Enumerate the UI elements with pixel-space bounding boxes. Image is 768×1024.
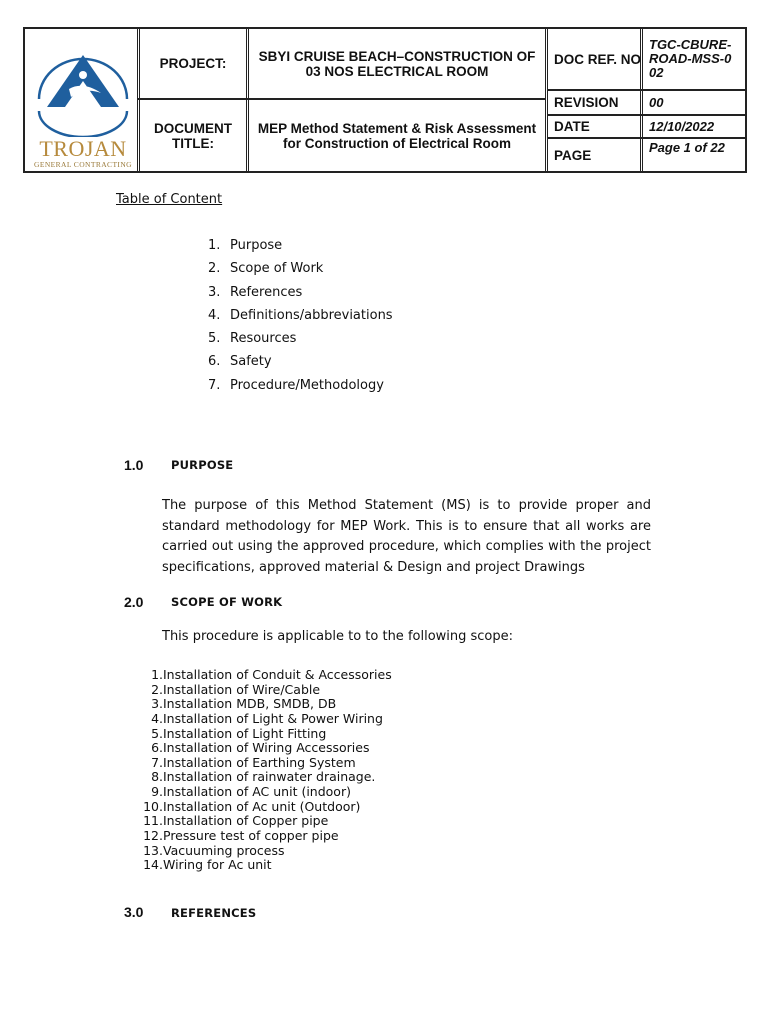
list-item-label: Installation of Conduit & Accessories — [163, 667, 392, 682]
toc-item — [208, 238, 393, 261]
scope-list — [137, 668, 392, 873]
list-item-number: 7. — [151, 754, 163, 770]
list-item — [137, 741, 392, 756]
list-item-label: Installation of Light Fitting — [163, 725, 327, 741]
list-item-number: 11. — [143, 813, 163, 829]
project-value: SBYI CRUISE BEACH–CONSTRUCTION OF 03 NOS ELECTRICAL ROOM — [258, 48, 536, 79]
list-item — [137, 829, 392, 844]
section-number: 1.0 — [124, 457, 144, 473]
section-title-purpose: PURPOSE — [171, 458, 234, 472]
toc-item-number: 2. — [208, 261, 221, 277]
list-item — [137, 858, 392, 873]
list-item — [137, 683, 392, 698]
list-item-number: 6. — [151, 740, 163, 756]
toc-item-number: 7. — [208, 377, 221, 393]
company-name: TROJAN — [39, 136, 127, 161]
toc-item — [208, 354, 393, 377]
toc-item-number: 5. — [208, 331, 221, 347]
doc-ref-label: DOC REF. NO — [554, 51, 642, 67]
toc-item-number: 6. — [208, 354, 221, 370]
toc-title: Table of Content — [116, 192, 223, 207]
project-label: PROJECT: — [159, 56, 227, 71]
toc-list — [208, 238, 393, 401]
list-item-number: 2. — [151, 681, 163, 697]
list-item-label: Installation of rainwater drainage. — [163, 769, 376, 785]
list-item-number: 8. — [151, 769, 163, 785]
toc-item-label: Safety — [230, 354, 272, 370]
scope-intro: This procedure is applicable to to the following scope: — [162, 629, 514, 644]
toc-item-label: References — [230, 284, 303, 300]
toc-item — [208, 308, 393, 331]
toc-item-number: 4. — [208, 307, 221, 323]
list-item — [137, 800, 392, 815]
toc-item-label: Scope of Work — [230, 261, 324, 277]
list-item-number: 12. — [143, 828, 163, 844]
list-item — [137, 844, 392, 859]
list-item-number: 1. — [151, 667, 163, 682]
list-item-label: Wiring for Ac unit — [163, 857, 272, 873]
list-item — [137, 756, 392, 771]
purpose-paragraph: The purpose of this Method Statement (MS) is to provide proper and standard methodology for MEP Work. This is to ensure that all works are carried out using the approved procedure, which complies with the project specifications, approved material & Design and project Drawings — [162, 498, 651, 575]
list-item — [137, 712, 392, 727]
toc-item-label: Procedure/Methodology — [230, 377, 384, 393]
revision-label: REVISION — [554, 95, 619, 110]
list-item-number: 3. — [151, 696, 163, 712]
toc-item-number: 3. — [208, 284, 221, 300]
list-item-number: 14. — [143, 857, 163, 873]
date-label: DATE — [554, 119, 590, 134]
list-item — [137, 770, 392, 785]
list-item — [137, 727, 392, 742]
list-item-number: 10. — [143, 798, 163, 814]
list-item — [137, 668, 392, 683]
document-title-label: DOCUMENT TITLE: — [154, 120, 232, 151]
list-item — [137, 697, 392, 712]
list-item-number: 5. — [151, 725, 163, 741]
list-item-number: 9. — [151, 784, 163, 800]
toc-item-label: Purpose — [230, 238, 283, 253]
list-item-label: Installation of Copper pipe — [163, 813, 329, 829]
list-item-label: Vacuuming process — [163, 842, 285, 858]
list-item — [137, 785, 392, 800]
toc-item-label: Resources — [230, 331, 297, 347]
company-logo — [29, 47, 137, 169]
section-number: 3.0 — [124, 904, 144, 920]
document-title-value: MEP Method Statement & Risk Assessment for Construction of Electrical Room — [257, 120, 537, 151]
toc-item-label: Definitions/abbreviations — [230, 307, 393, 323]
list-item-label: Installation of Ac unit (Outdoor) — [163, 798, 361, 814]
toc-item-number: 1. — [208, 238, 221, 253]
section-number: 2.0 — [124, 594, 144, 610]
list-item-number: 13. — [143, 842, 163, 858]
list-item-label: Installation MDB, SMDB, DB — [163, 696, 337, 712]
list-item-label: Installation of Earthing System — [163, 754, 356, 770]
document-header-table — [23, 27, 747, 173]
toc-item — [208, 378, 393, 401]
page-value: Page 1 of 22 — [649, 140, 725, 155]
list-item-label: Pressure test of copper pipe — [163, 828, 339, 844]
page-label: PAGE — [554, 147, 592, 163]
list-item — [137, 814, 392, 829]
list-item-label: Installation of Wiring Accessories — [163, 740, 370, 756]
revision-value: 00 — [649, 94, 664, 110]
toc-item — [208, 285, 393, 308]
section-title-references: REFERENCES — [171, 906, 257, 920]
company-subtitle: GENERAL CONTRACTING — [34, 160, 132, 169]
list-item-label: Installation of Wire/Cable — [163, 681, 321, 697]
list-item-label: Installation of Light & Power Wiring — [163, 710, 383, 726]
list-item-number: 4. — [151, 710, 163, 726]
section-title-scope: SCOPE OF WORK — [171, 595, 283, 609]
toc-item — [208, 331, 393, 354]
doc-ref-value: TGC-CBURE-ROAD-MSS-002 — [649, 37, 732, 80]
trojan-emblem-icon — [29, 47, 137, 137]
list-item-label: Installation of AC unit (indoor) — [163, 784, 351, 800]
date-value: 12/10/2022 — [649, 118, 715, 134]
toc-item — [208, 261, 393, 284]
